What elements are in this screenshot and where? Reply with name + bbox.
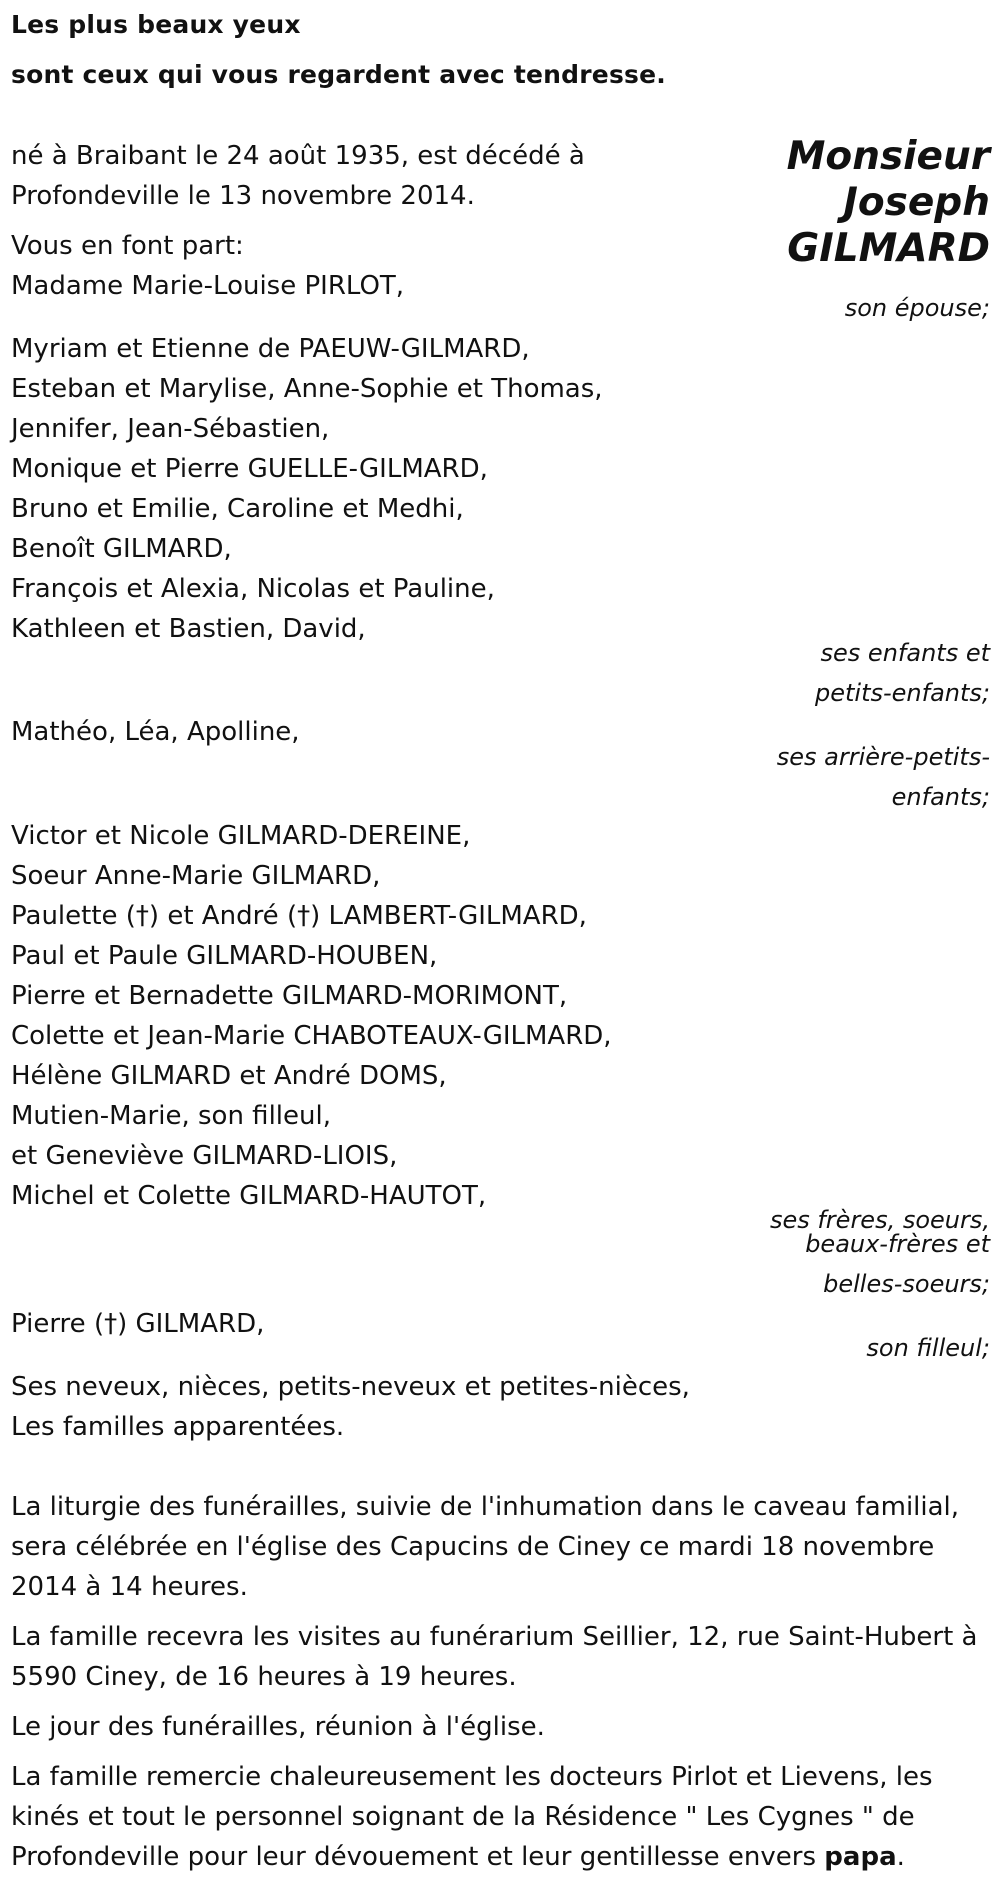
siblings-line: Michel et Colette GILMARD-HAUTOT, — [11, 1181, 487, 1211]
siblings-line: Victor et Nicole GILMARD-DEREINE, — [11, 821, 471, 851]
thanks-line-3-end: . — [896, 1842, 905, 1872]
siblings-line: Colette et Jean-Marie CHABOTEAUX-GILMARD, — [11, 1021, 612, 1051]
relatives-line-1: Ses neveux, nièces, petits-neveux et petites-nièces, — [11, 1372, 690, 1402]
thanks-line-2: kinés et tout le personnel soignant de la Résidence " Les Cygnes " de — [11, 1802, 915, 1832]
children-line: Benoît GILMARD, — [11, 534, 232, 564]
children-label-1: ses enfants et — [820, 639, 990, 667]
thanks-line-3-bold: papa — [824, 1842, 897, 1872]
children-line: Kathleen et Bastien, David, — [11, 614, 366, 644]
birth-line-2: Profondeville le 13 novembre 2014. — [11, 181, 475, 211]
birth-line-1: né à Braibant le 24 août 1935, est décédé à — [11, 141, 585, 171]
siblings-label-2: beaux-frères et — [805, 1230, 990, 1258]
siblings-line: Soeur Anne-Marie GILMARD, — [11, 861, 381, 891]
children-line: Jennifer, Jean-Sébastien, — [11, 414, 330, 444]
great-grandchildren-label-1: ses arrière-petits- — [776, 743, 990, 771]
funeral-line-3: 2014 à 14 heures. — [11, 1572, 248, 1602]
children-label-2: petits-enfants; — [815, 679, 990, 707]
siblings-label-1: ses frères, soeurs, — [769, 1206, 990, 1234]
children-line: Esteban et Marylise, Anne-Sophie et Thomas, — [11, 374, 603, 404]
great-grandchildren-label-2: enfants; — [891, 783, 990, 811]
children-line: Myriam et Etienne de PAEUW-GILMARD, — [11, 334, 530, 364]
siblings-line: Paulette (†) et André (†) LAMBERT-GILMARD, — [11, 901, 587, 931]
funeral-line-1: La liturgie des funérailles, suivie de l'inhumation dans le caveau familial, — [11, 1492, 960, 1522]
spouse-name: Madame Marie-Louise PIRLOT, — [11, 271, 405, 301]
deceased-title: Monsieur — [786, 134, 990, 179]
quote-line-1: Les plus beaux yeux — [11, 10, 301, 39]
meeting-text: Le jour des funérailles, réunion à l'église. — [11, 1712, 545, 1742]
siblings-line: Mutien-Marie, son filleul, — [11, 1101, 331, 1131]
deceased-last-name: GILMARD — [787, 226, 990, 271]
visits-line-2: 5590 Ciney, de 16 heures à 19 heures. — [11, 1662, 517, 1692]
siblings-line: Pierre et Bernadette GILMARD-MORIMONT, — [11, 981, 568, 1011]
thanks-line-3 — [11, 1844, 905, 1870]
thanks-line-3-start: Profondeville pour leur dévouement et leur gentillesse envers — [11, 1842, 825, 1872]
children-line: Monique et Pierre GUELLE-GILMARD, — [11, 454, 488, 484]
siblings-label-3: belles-soeurs; — [823, 1270, 990, 1298]
funeral-line-2: sera célébrée en l'église des Capucins de Ciney ce mardi 18 novembre — [11, 1532, 935, 1562]
deceased-first-name: Joseph — [843, 180, 990, 225]
godson-label: son filleul; — [866, 1334, 990, 1362]
children-line: Bruno et Emilie, Caroline et Medhi, — [11, 494, 464, 524]
relatives-line-2: Les familles apparentées. — [11, 1412, 345, 1442]
siblings-line: Paul et Paule GILMARD-HOUBEN, — [11, 941, 438, 971]
siblings-line: Hélène GILMARD et André DOMS, — [11, 1061, 447, 1091]
children-line: François et Alexia, Nicolas et Pauline, — [11, 574, 495, 604]
visits-line-1: La famille recevra les visites au funérarium Seillier, 12, rue Saint-Hubert à — [11, 1622, 978, 1652]
siblings-line: et Geneviève GILMARD-LIOIS, — [11, 1141, 398, 1171]
great-grandchildren-names: Mathéo, Léa, Apolline, — [11, 717, 300, 747]
godson-name: Pierre (†) GILMARD, — [11, 1309, 265, 1339]
intro-text: Vous en font part: — [11, 231, 244, 261]
thanks-line-1: La famille remercie chaleureusement les docteurs Pirlot et Lievens, les — [11, 1762, 933, 1792]
quote-line-2: sont ceux qui vous regardent avec tendresse. — [11, 60, 666, 89]
spouse-label: son épouse; — [844, 294, 990, 322]
